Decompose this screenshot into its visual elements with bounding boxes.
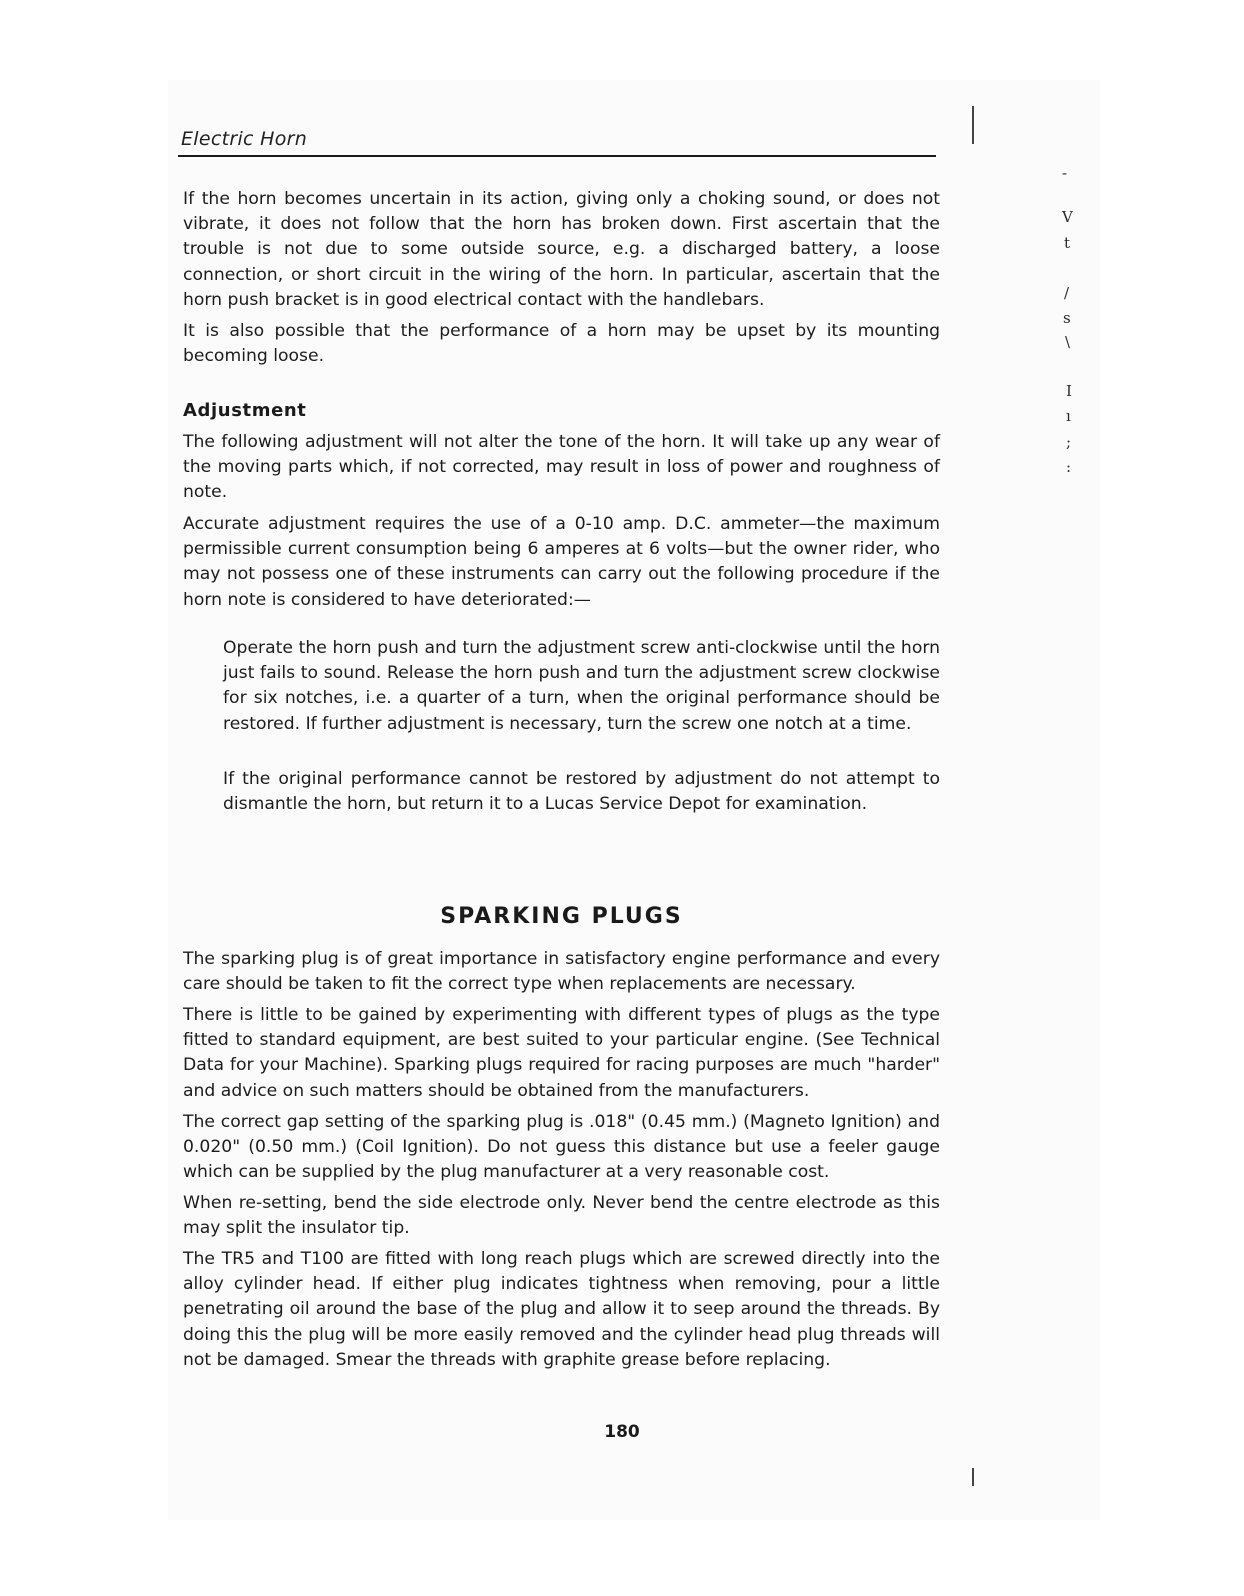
horn-paragraph-1: If the horn becomes uncertain in its action, giving only a choking sound, or does not vibrate, it does not follow that the horn has broken down. First ascertain that the trouble is not due to some outside source, e.g. a discharged battery, a loose connection, or short circuit in the wiring of the horn. In particular, ascertain that the horn push bracket is in good electrical contact with the handlebars.: [183, 189, 940, 310]
sparking-plugs-paragraph-2: There is little to be gained by experimenting with different types of plugs as the type fitted to standard equipment, are best suited to your particular engine. (See Technical Data for your Machine). Sparking plugs required for racing purposes are much "harder" and advice on such matters should be obtained from the manufacturers.: [183, 1005, 940, 1101]
margin-glyph: I: [1066, 382, 1072, 400]
margin-glyph: /: [1064, 284, 1070, 302]
horn-paragraph-2: It is also possible that the performance of a horn may be upset by its mounting becoming loose.: [183, 321, 940, 367]
margin-glyph: -: [1062, 164, 1068, 182]
sparking-plugs-title: SPARKING PLUGS: [440, 904, 683, 929]
adjustment-paragraph-1: The following adjustment will not alter the tone of the horn. It will take up any wear of the moving parts which, if not corrected, may result in loss of power and roughness of note.: [183, 432, 940, 503]
header-rule: [178, 155, 936, 157]
margin-glyph: V: [1062, 208, 1073, 226]
margin-glyph: \: [1065, 333, 1071, 351]
margin-glyph: t: [1064, 234, 1071, 252]
adjustment-warning-paragraph: If the original performance cannot be restored by adjustment do not attempt to dismantle the horn, but return it to a Lucas Service Depot for examination.: [223, 769, 940, 815]
adjustment-procedure-paragraph: Operate the horn push and turn the adjustment screw anti-clockwise until the horn just fails to sound. Release the horn push and turn the adjustment screw clockwise for six notches, i.e. a quarter of a turn, when the original performance should be restored. If further adjustment is necessary, turn the screw one notch at a time.: [223, 638, 940, 734]
scan-edge-mark-bottom: [972, 1468, 974, 1486]
sparking-plugs-paragraph-4: When re-setting, bend the side electrode only. Never bend the centre electrode as this may split the insulator tip.: [183, 1193, 940, 1239]
sparking-plugs-paragraph-5: The TR5 and T100 are fitted with long reach plugs which are screwed directly into the alloy cylinder head. If either plug indicates tightness when removing, pour a little penetrating oil around the base of the plug and allow it to seep around the threads. By doing this the plug will be more easily removed and the cylinder head plug threads will not be damaged. Smear the threads with graphite grease before replacing.: [183, 1249, 940, 1370]
adjustment-heading: Adjustment: [183, 400, 307, 421]
page-number: 180: [604, 1422, 640, 1442]
sparking-plugs-paragraph-3: The correct gap setting of the sparking plug is .018" (0.45 mm.) (Magneto Ignition) and 0.020" (0.50 mm.) (Coil Ignition). Do not guess this distance but use a feeler gauge which can be supplied by the plug manufacturer at a very reasonable cost.: [183, 1112, 940, 1183]
margin-glyph: ı: [1066, 407, 1071, 425]
running-header: Electric Horn: [181, 128, 308, 150]
margin-glyph: :: [1066, 458, 1072, 476]
adjustment-paragraph-2: Accurate adjustment requires the use of a 0-10 amp. D.C. ammeter—the maximum permissible current consumption being 6 amperes at 6 volts—but the owner rider, who may not possess one of these instruments can carry out the following procedure if the horn note is considered to have deteriorated:—: [183, 514, 940, 610]
margin-glyph: ;: [1066, 433, 1072, 451]
scan-edge-mark-top: [972, 106, 974, 144]
margin-glyph: s: [1063, 309, 1071, 327]
sparking-plugs-paragraph-1: The sparking plug is of great importance in satisfactory engine performance and every care should be taken to fit the correct type when replacements are necessary.: [183, 949, 940, 995]
